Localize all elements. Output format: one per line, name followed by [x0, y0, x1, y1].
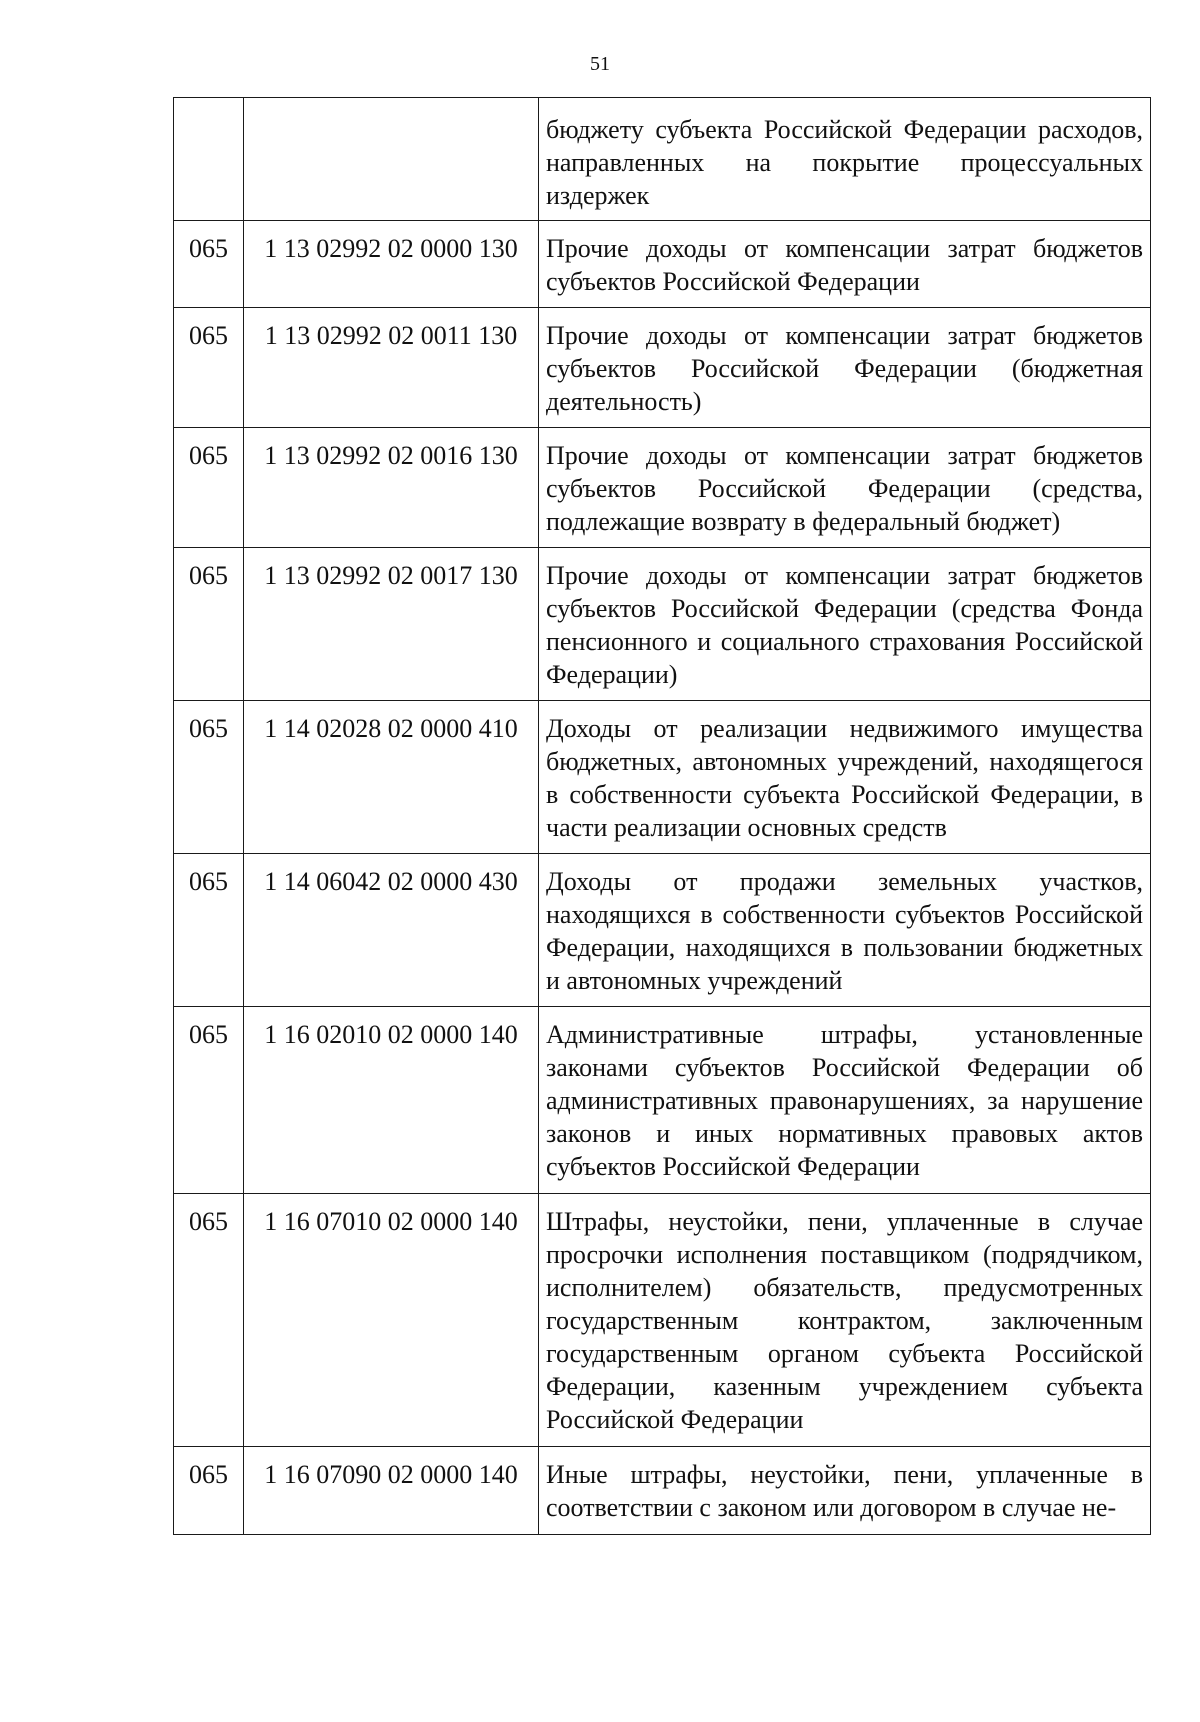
admin-code-cell: 065 [174, 854, 244, 1007]
revenue-name-cell: Прочие доходы от компенсации затрат бюджетов субъектов Российской Федерации (средства, подлежащие возврату в федеральный бюджет) [539, 428, 1151, 548]
admin-code-cell: 065 [174, 428, 244, 548]
table-row [174, 428, 1151, 548]
revenue-code-cell: 1 16 02010 02 0000 140 [244, 1007, 539, 1194]
revenue-code-cell: 1 13 02992 02 0017 130 [244, 548, 539, 701]
admin-code-cell: 065 [174, 308, 244, 428]
admin-code-cell: 065 [174, 1007, 244, 1194]
admin-code-cell: 065 [174, 221, 244, 308]
table-row [174, 98, 1151, 221]
revenue-code-cell: 1 16 07090 02 0000 140 [244, 1447, 539, 1535]
admin-code-cell: 065 [174, 548, 244, 701]
revenue-name-cell: Прочие доходы от компенсации затрат бюджетов субъектов Российской Федерации (бюджетная деятельность) [539, 308, 1151, 428]
revenue-code-cell: 1 13 02992 02 0011 130 [244, 308, 539, 428]
revenue-name-cell: Штрафы, неустойки, пени, уплаченные в случае просрочки исполнения поставщиком (подрядчиком, исполнителем) обязательств, предусмотренных государственным контрактом, заключенным государственным органом субъекта Российской Федерации, казенным учреждением субъекта Российской Федерации [539, 1194, 1151, 1447]
revenue-name-cell: бюджету субъекта Российской Федерации расходов, направленных на покрытие процессуальных издержек [539, 98, 1151, 221]
table-row [174, 701, 1151, 854]
table-row [174, 1447, 1151, 1535]
table-row [174, 1194, 1151, 1447]
revenue-code-cell: 1 13 02992 02 0000 130 [244, 221, 539, 308]
revenue-code-cell: 1 14 02028 02 0000 410 [244, 701, 539, 854]
revenue-code-cell: 1 13 02992 02 0016 130 [244, 428, 539, 548]
admin-code-cell: 065 [174, 701, 244, 854]
table-row [174, 548, 1151, 701]
revenue-name-cell: Административные штрафы, установленные законами субъектов Российской Федерации об административных правонарушениях, за нарушение законов и иных нормативных правовых актов субъектов Российской Федерации [539, 1007, 1151, 1194]
admin-code-cell [174, 98, 244, 221]
admin-code-cell: 065 [174, 1447, 244, 1535]
revenue-code-cell: 1 14 06042 02 0000 430 [244, 854, 539, 1007]
revenue-name-cell: Доходы от реализации недвижимого имущества бюджетных, автономных учреждений, находящегося в собственности субъекта Российской Федерации, в части реализации основных средств [539, 701, 1151, 854]
revenue-name-cell: Доходы от продажи земельных участков, находящихся в собственности субъектов Российской Федерации, находящихся в пользовании бюджетных и автономных учреждений [539, 854, 1151, 1007]
revenue-code-cell: 1 16 07010 02 0000 140 [244, 1194, 539, 1447]
admin-code-cell: 065 [174, 1194, 244, 1447]
table-row [174, 308, 1151, 428]
revenue-name-cell: Прочие доходы от компенсации затрат бюджетов субъектов Российской Федерации [539, 221, 1151, 308]
revenue-name-cell: Иные штрафы, неустойки, пени, уплаченные в соответствии с законом или договором в случае не- [539, 1447, 1151, 1535]
page-number: 51 [590, 53, 610, 75]
revenue-codes-table [173, 97, 1151, 1535]
table-row [174, 854, 1151, 1007]
table-row [174, 221, 1151, 308]
revenue-code-cell [244, 98, 539, 221]
table-row [174, 1007, 1151, 1194]
revenue-name-cell: Прочие доходы от компенсации затрат бюджетов субъектов Российской Федерации (средства Фонда пенсионного и социального страхования Российской Федерации) [539, 548, 1151, 701]
